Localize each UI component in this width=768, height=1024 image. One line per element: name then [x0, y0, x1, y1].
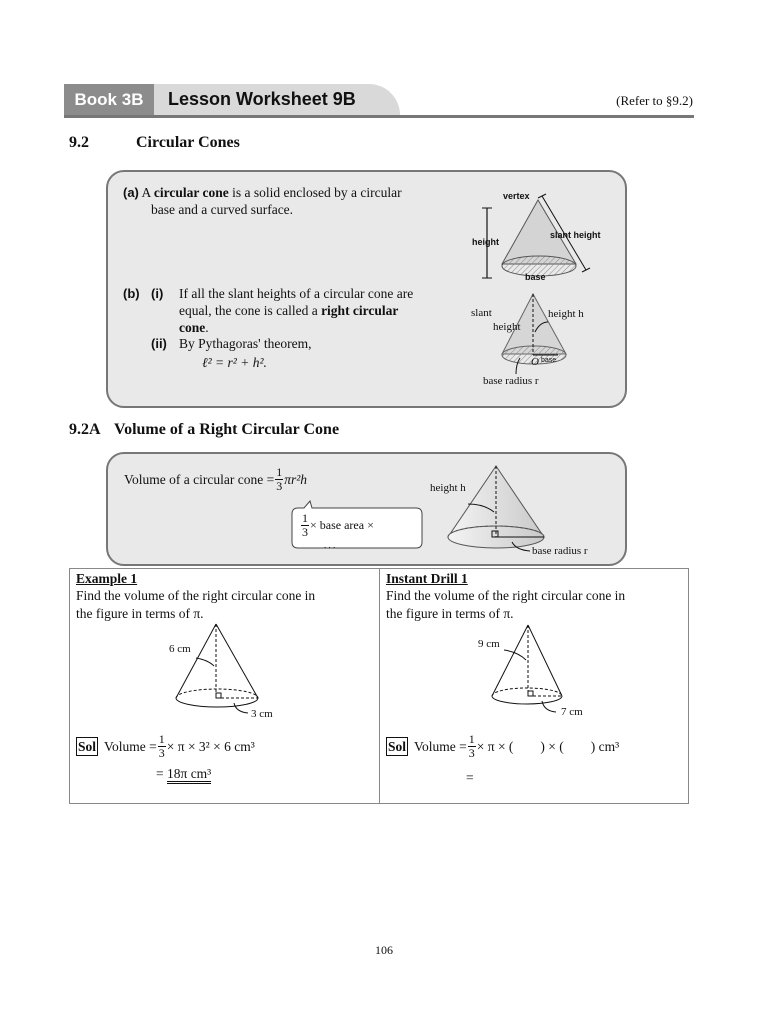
drill-height-label: 9 cm [478, 638, 500, 650]
callout-den: 3 [302, 525, 308, 539]
example-line2: the figure in terms of π. [76, 606, 204, 621]
example-equals: = [156, 766, 164, 781]
label-slant: slant [471, 307, 492, 319]
book-badge: Book 3B [64, 84, 154, 115]
example-expression: × π × 3² × 6 cm³ [166, 739, 255, 754]
i-line1: If all the slant heights of a circular cone are [179, 286, 414, 301]
section-number: 9.2 [69, 134, 89, 151]
label-height: height [472, 237, 499, 247]
i-line3-bold: cone [179, 320, 206, 335]
drill-line1: Find the volume of the right circular cone in [386, 588, 626, 603]
volume-radius-label: base radius r [532, 545, 588, 557]
a-pre: A [141, 185, 154, 200]
callout-fraction [301, 512, 309, 539]
i-line3 [179, 319, 209, 336]
label-bottom-base: base [541, 357, 557, 364]
a-post: is a solid enclosed by a circular [228, 185, 402, 200]
drill-cone-figure [486, 622, 586, 718]
example-answer: 18π cm³ [167, 766, 211, 784]
volume-formula [124, 466, 307, 493]
drill-line2: the figure in terms of π. [386, 606, 514, 621]
formula-tail: πr²h [284, 472, 308, 487]
definition-a-line2: base and a curved surface. [151, 202, 294, 217]
label-centre-o: O [531, 356, 539, 368]
section-title: Circular Cones [136, 134, 240, 151]
pythagoras-formula: ℓ² = r² + h². [202, 355, 267, 370]
example-line1: Find the volume of the right circular cone in [76, 588, 316, 603]
frac-den: 3 [276, 479, 283, 493]
part-a-label: (a) [123, 185, 139, 200]
drill-solution [386, 733, 619, 760]
example-frac-den: 3 [158, 746, 165, 760]
example-solution [76, 733, 255, 760]
drill-frac-num: 1 [468, 732, 475, 746]
example-volume-word: Volume = [104, 739, 157, 754]
drill-frac-den: 3 [468, 746, 475, 760]
drill-expression: × π × ( ) × ( ) cm³ [476, 739, 620, 754]
slant-tick-top [538, 194, 546, 198]
definition-a [123, 184, 463, 201]
ii-text: By Pythagoras' theorem, [179, 336, 312, 351]
part-b-label: (b) [123, 286, 140, 301]
example-height-label: 6 cm [169, 643, 191, 655]
header-rule [64, 115, 694, 118]
i-line2 [179, 302, 398, 319]
example-frac-num: 1 [158, 732, 165, 746]
formula-lead: Volume of a circular cone = [124, 472, 275, 487]
i-line2-pre: equal, the cone is called a [179, 303, 322, 318]
example-answer-line [156, 765, 211, 782]
drill-volume-word: Volume = [414, 739, 467, 754]
label-vertex: vertex [503, 191, 530, 201]
callout-dots: . . . [324, 540, 336, 550]
label-height-h: height h [548, 308, 584, 320]
subsection-number: 9.2A [69, 421, 101, 438]
formula-fraction [275, 466, 283, 493]
right-cone-figure [470, 292, 620, 382]
page-number: 106 [375, 943, 393, 957]
drill-fraction [468, 733, 476, 760]
worksheet-title: Lesson Worksheet 9B [154, 84, 400, 115]
i-line2-bold: right circular [321, 303, 399, 318]
a-bold: circular cone [153, 185, 229, 200]
label-base-radius: base radius r [483, 375, 539, 387]
label-slant-height-word: height [493, 321, 521, 333]
example-title: Example 1 [76, 571, 138, 586]
example-fraction [158, 733, 166, 760]
volume-height-label: height h [430, 482, 466, 494]
reference-note: (Refer to §9.2) [616, 93, 693, 108]
label-base: base [525, 272, 546, 282]
part-ii-label: (ii) [151, 336, 167, 351]
drill-sol-label: Sol [388, 739, 407, 754]
subsection-title: Volume of a Right Circular Cone [114, 421, 340, 438]
example-radius-label: 3 cm [251, 708, 273, 720]
callout-text [300, 512, 374, 539]
example-sol-label: Sol [78, 739, 97, 754]
label-slant-height: slant height [550, 230, 601, 240]
i-line3-post: . [205, 320, 209, 335]
drill-title: Instant Drill 1 [386, 571, 468, 586]
callout-words: × base area × [310, 518, 374, 532]
part-i-label: (i) [151, 286, 164, 301]
callout-num: 1 [302, 511, 308, 525]
example-cone-figure [168, 620, 278, 718]
drill-equals: = [466, 770, 474, 785]
frac-num: 1 [276, 465, 283, 479]
drill-radius-label: 7 cm [561, 706, 583, 718]
slant-tick-bottom [582, 268, 590, 272]
volume-cone-figure [440, 462, 550, 557]
